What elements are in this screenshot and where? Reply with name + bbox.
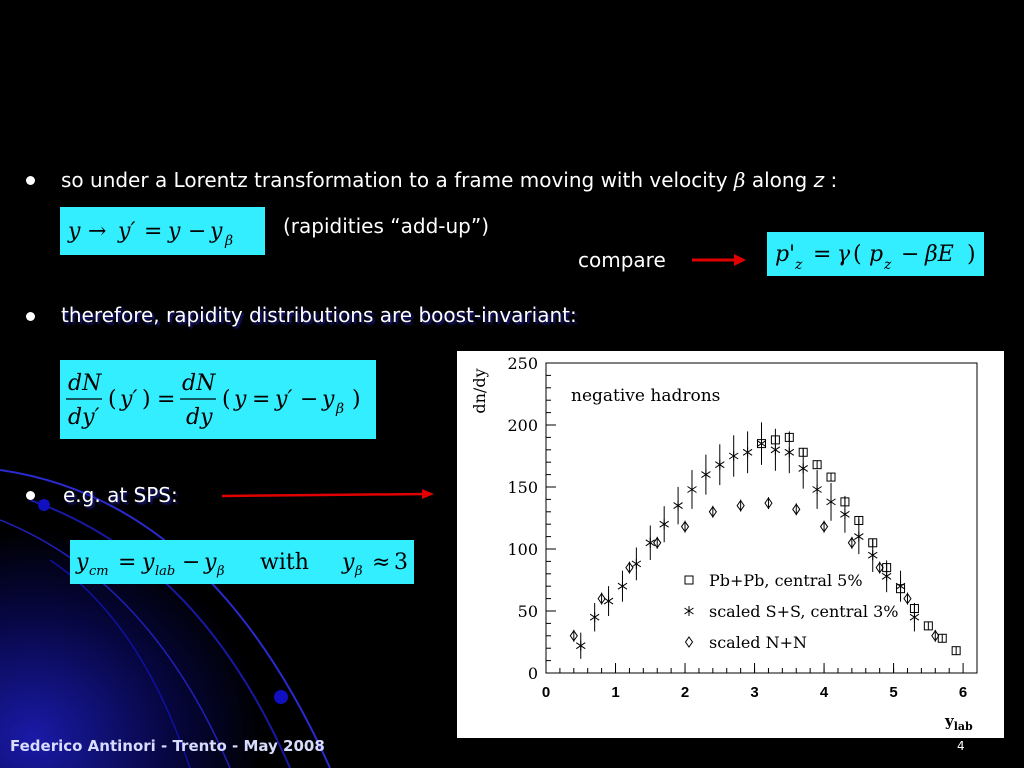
bullet-2-text: therefore, rapidity distributions are boost-invariant:: [61, 303, 577, 327]
svg-text:y′: y′: [118, 219, 136, 244]
svg-text:β: β: [355, 564, 363, 579]
data-point-star: [743, 447, 752, 457]
bullet-1-text-b: along: [751, 168, 808, 192]
plot-frame: [546, 363, 977, 673]
svg-text:−: −: [300, 387, 319, 412]
svg-text:y′: y′: [275, 387, 293, 412]
svg-text:z: z: [884, 257, 892, 273]
data-point-star: [715, 460, 724, 470]
rapidity-distribution-chart: [457, 351, 1004, 738]
compare-label: compare: [578, 248, 666, 272]
bullet-1-text-a: so under a Lorentz transformation to a frame moving with velocity: [61, 168, 728, 192]
footer-author: Federico Antinori - Trento - May 2008: [10, 737, 325, 755]
svg-text:=: =: [118, 550, 137, 575]
data-point-star: [729, 451, 738, 461]
bullet-1-beta: β: [733, 168, 746, 192]
x-tick-label: 4: [819, 684, 829, 701]
svg-text:dN: dN: [68, 371, 102, 396]
svg-text:β: β: [336, 401, 345, 417]
svg-text:3: 3: [394, 550, 408, 575]
bullet-1-z: z: [813, 168, 825, 192]
svg-text:=: =: [144, 219, 163, 244]
svg-text:−: −: [901, 242, 920, 267]
data-point-star: [799, 463, 808, 473]
bullet-1-text: [61, 168, 837, 192]
svg-text:dy′: dy′: [68, 405, 100, 430]
data-point-star: [687, 484, 696, 494]
y-tick-label: 200: [507, 416, 538, 435]
svg-text:=: =: [252, 387, 271, 412]
y-tick-label: 250: [507, 354, 538, 373]
svg-text:γ: γ: [837, 242, 851, 267]
formula-cm-rapidity: [70, 540, 414, 584]
formula-momentum-transform: [767, 232, 984, 276]
svg-text:p: p: [775, 242, 790, 267]
bullet-dot-1: [26, 176, 35, 185]
legend-label: scaled S+S, central 3%: [709, 602, 899, 621]
svg-text:(: (: [222, 387, 231, 412]
bullet-dot-3: [26, 491, 35, 500]
x-tick-label: 2: [680, 684, 690, 701]
data-point-star: [785, 447, 794, 457]
svg-text:−: −: [182, 550, 201, 575]
bullet-3-text: e.g. at SPS:: [63, 483, 178, 507]
svg-text:y: y: [204, 550, 217, 575]
page-number: 4: [957, 739, 965, 753]
svg-text:y: y: [68, 219, 81, 244]
svg-text:z: z: [795, 257, 803, 273]
svg-text:cm: cm: [89, 564, 109, 579]
data-point-star: [896, 581, 905, 591]
svg-text:): ): [142, 387, 151, 412]
svg-text:y: y: [234, 387, 247, 412]
data-point-star: [604, 596, 613, 606]
bullet-dot-2: [26, 312, 35, 321]
svg-text:y′: y′: [120, 387, 138, 412]
x-tick-label: 0: [541, 684, 551, 701]
svg-text:β: β: [217, 564, 225, 579]
data-point-star: [854, 532, 863, 542]
data-point-star: [827, 497, 836, 507]
svg-text:→: →: [88, 219, 107, 244]
y-tick-label: 50: [517, 602, 538, 621]
data-point-star: [576, 641, 585, 651]
y-axis-label: dn/dy: [470, 368, 489, 414]
svg-text:): ): [967, 242, 976, 267]
x-tick-label: 1: [611, 684, 620, 701]
legend-marker-square: [685, 576, 693, 584]
add-up-note: (rapidities “add-up”): [283, 214, 490, 238]
data-point-star: [674, 501, 683, 511]
svg-text:y: y: [322, 387, 335, 412]
chart-title: negative hadrons: [571, 386, 721, 406]
svg-text:y: y: [142, 550, 155, 575]
data-point-star: [840, 509, 849, 519]
svg-text:(: (: [108, 387, 117, 412]
x-tick-label: 5: [889, 684, 898, 701]
svg-text:y: y: [76, 550, 89, 575]
legend-label: Pb+Pb, central 5%: [709, 571, 863, 590]
formula-boost-invariance: [60, 360, 376, 439]
bullet-1-colon: :: [830, 168, 838, 192]
x-axis-label: $y_{lab}$: [945, 712, 973, 733]
y-tick-label: 150: [507, 478, 538, 497]
svg-text:y: y: [210, 219, 223, 244]
x-tick-label: 3: [750, 684, 759, 701]
svg-text:=: =: [157, 387, 176, 412]
sps-arrow: [220, 486, 440, 506]
formula-rapidity-shift: [60, 207, 265, 255]
data-point-star: [771, 445, 780, 455]
svg-text:dN: dN: [182, 371, 216, 396]
data-point-star: [590, 612, 599, 622]
data-point-star: [813, 484, 822, 494]
svg-text:lab: lab: [155, 564, 176, 579]
svg-text:dy: dy: [186, 405, 213, 430]
y-tick-label: 100: [507, 540, 538, 559]
svg-text:β: β: [225, 233, 234, 249]
svg-text:=: =: [813, 242, 832, 267]
svg-text:p: p: [869, 242, 884, 267]
y-tick-label: 0: [527, 664, 538, 683]
svg-text:y: y: [342, 550, 355, 575]
compare-arrow: [690, 250, 750, 270]
svg-text:≈: ≈: [372, 550, 391, 575]
data-point-star: [868, 550, 877, 560]
data-point-star: [910, 612, 919, 622]
data-point-star: [660, 519, 669, 529]
chart-svg: [457, 351, 1004, 738]
legend-marker-star: [685, 606, 694, 616]
svg-text:(: (: [853, 242, 862, 267]
x-tick-label: 6: [958, 684, 968, 701]
data-point-star: [882, 571, 891, 581]
svg-text:−: −: [188, 219, 207, 244]
svg-text:): ): [352, 387, 361, 412]
svg-text:with: with: [260, 550, 309, 575]
x-axis-label-sub: lab: [953, 720, 973, 733]
data-point-star: [618, 581, 627, 591]
svg-text:βE: βE: [925, 242, 954, 267]
legend-label: scaled N+N: [709, 633, 808, 652]
svg-text:y: y: [168, 219, 181, 244]
data-point-star: [701, 470, 710, 480]
legend-marker-diamond: [686, 637, 693, 647]
svg-text:': ': [789, 242, 796, 267]
